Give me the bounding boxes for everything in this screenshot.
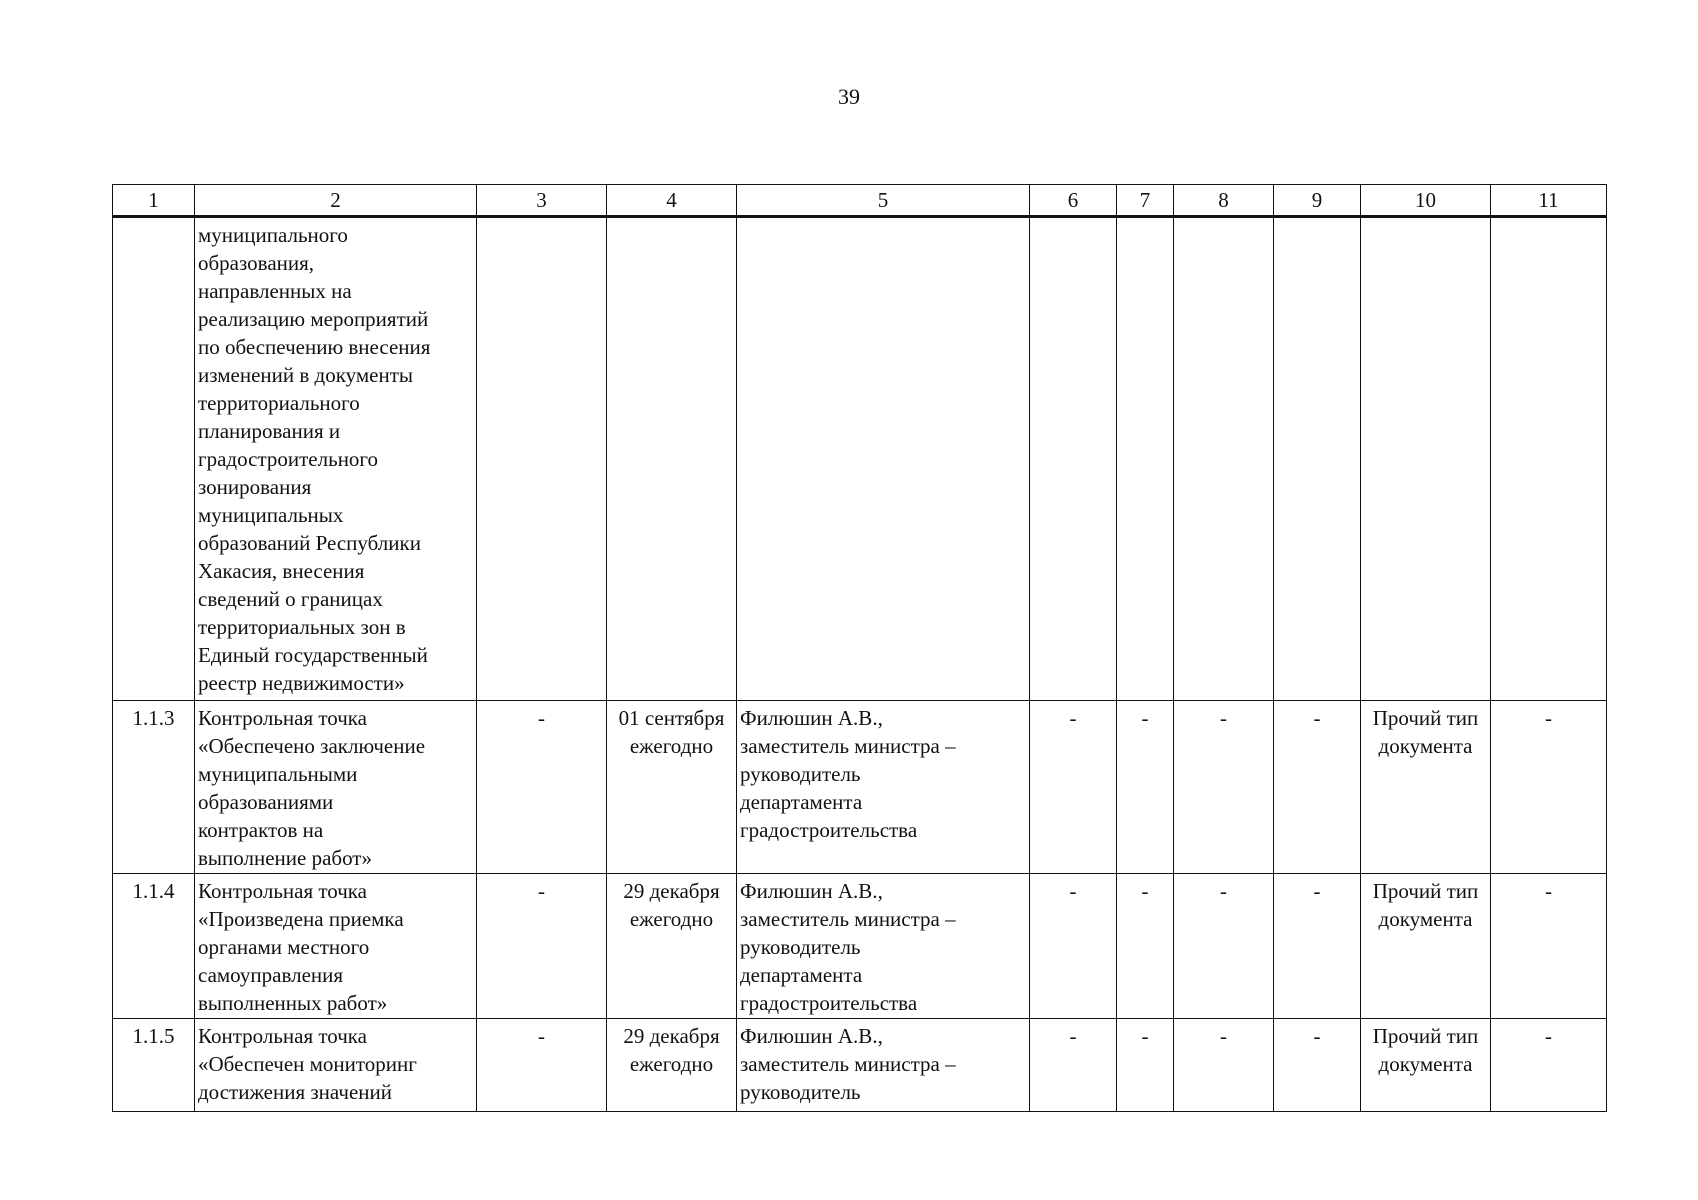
col9-cell: -	[1274, 1019, 1361, 1112]
deadline-cell: 29 декабря ежегодно	[607, 1019, 737, 1112]
responsible-cell: Филюшин А.В., заместитель министра – руководитель департамента градостроительства	[737, 701, 1030, 874]
responsible-cell	[737, 217, 1030, 701]
table-row	[113, 874, 1607, 1019]
responsible-cell: Филюшин А.В., заместитель министра – руководитель	[737, 1019, 1030, 1112]
row-number-cell: 1.1.3	[113, 701, 195, 874]
col6-cell	[1030, 217, 1117, 701]
col-header-8: 8	[1174, 185, 1274, 217]
col-header-3: 3	[477, 185, 607, 217]
col9-cell	[1274, 217, 1361, 701]
table-row	[113, 1019, 1607, 1112]
doc-type-cell: Прочий тип документа	[1361, 1019, 1491, 1112]
header-row	[113, 185, 1607, 217]
col11-cell	[1491, 217, 1607, 701]
col9-cell: -	[1274, 874, 1361, 1019]
name-cell: Контрольная точка «Произведена приемка органами местного самоуправления выполненных работ»	[195, 874, 477, 1019]
name-cell: муниципального образования, направленных на реализацию мероприятий по обеспечению внесения изменений в документы территориального планирования и градостроительного зонирования муниципальных образований Республики Хакасия, внесения сведений о границах территориальных зон в Единый государственный реестр недвижимости»	[195, 217, 477, 701]
col7-cell: -	[1117, 1019, 1174, 1112]
deadline-cell: 01 сентября ежегодно	[607, 701, 737, 874]
col7-cell: -	[1117, 874, 1174, 1019]
col-header-9: 9	[1274, 185, 1361, 217]
col6-cell: -	[1030, 701, 1117, 874]
deadline-cell	[607, 217, 737, 701]
row-number-cell: 1.1.4	[113, 874, 195, 1019]
col3-cell: -	[477, 1019, 607, 1112]
col3-cell: -	[477, 874, 607, 1019]
col3-cell: -	[477, 701, 607, 874]
col-header-7: 7	[1117, 185, 1174, 217]
col-header-10: 10	[1361, 185, 1491, 217]
row-number-cell: 1.1.5	[113, 1019, 195, 1112]
col7-cell	[1117, 217, 1174, 701]
col8-cell	[1174, 217, 1274, 701]
table-row	[113, 701, 1607, 874]
responsible-cell: Филюшин А.В., заместитель министра – руководитель департамента градостроительства	[737, 874, 1030, 1019]
col-header-4: 4	[607, 185, 737, 217]
col-header-2: 2	[195, 185, 477, 217]
table-row	[113, 217, 1607, 701]
col3-cell	[477, 217, 607, 701]
col-header-1: 1	[113, 185, 195, 217]
deadline-cell: 29 декабря ежегодно	[607, 874, 737, 1019]
col8-cell: -	[1174, 1019, 1274, 1112]
col9-cell: -	[1274, 701, 1361, 874]
col6-cell: -	[1030, 1019, 1117, 1112]
col-header-6: 6	[1030, 185, 1117, 217]
name-cell: Контрольная точка «Обеспечен мониторинг достижения значений	[195, 1019, 477, 1112]
plan-table	[112, 184, 1607, 1112]
col11-cell: -	[1491, 1019, 1607, 1112]
col-header-11: 11	[1491, 185, 1607, 217]
col11-cell: -	[1491, 874, 1607, 1019]
page-number: 39	[838, 84, 860, 109]
doc-type-cell: Прочий тип документа	[1361, 874, 1491, 1019]
col6-cell: -	[1030, 874, 1117, 1019]
doc-type-cell: Прочий тип документа	[1361, 701, 1491, 874]
name-cell: Контрольная точка «Обеспечено заключение муниципальными образованиями контрактов на выполнение работ»	[195, 701, 477, 874]
col11-cell: -	[1491, 701, 1607, 874]
row-number-cell	[113, 217, 195, 701]
doc-type-cell	[1361, 217, 1491, 701]
col7-cell: -	[1117, 701, 1174, 874]
col8-cell: -	[1174, 874, 1274, 1019]
col-header-5: 5	[737, 185, 1030, 217]
col8-cell: -	[1174, 701, 1274, 874]
